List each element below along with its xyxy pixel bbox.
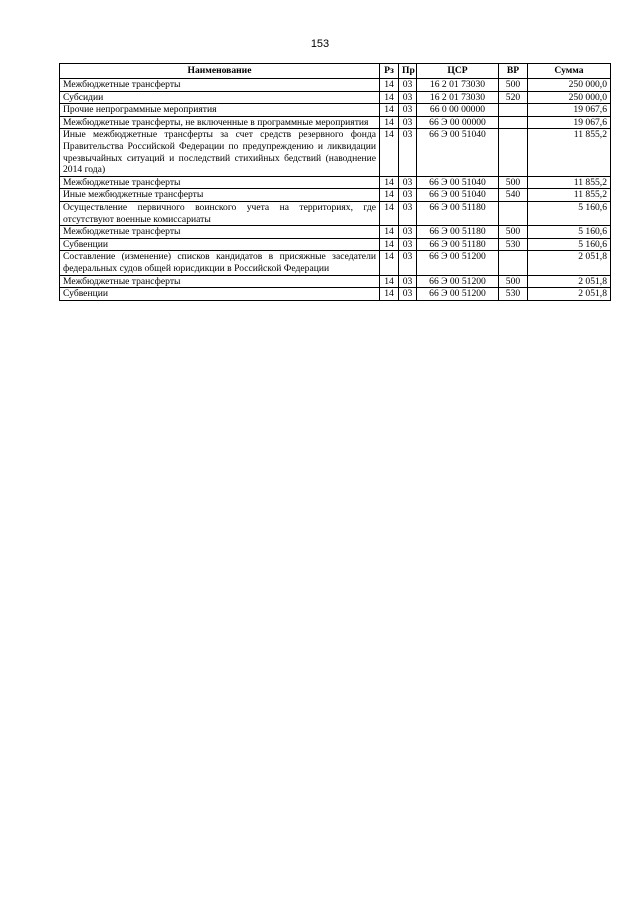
cell-csr: 66 Э 00 51040 [417, 189, 499, 202]
cell-sum: 19 067,6 [528, 116, 611, 129]
cell-name: Иные межбюджетные трансферты за счет средств резервного фонда Правительства Российской Федерации по предупреждению и ликвидации чрезвычайных ситуаций и последствий стихийных бедствий (наводнение 2014 года) [60, 129, 380, 176]
cell-rz: 14 [380, 91, 399, 104]
cell-csr: 66 Э 00 00000 [417, 116, 499, 129]
cell-vr: 530 [499, 238, 528, 251]
cell-name: Межбюджетные трансферты [60, 226, 380, 239]
table-row [60, 189, 611, 202]
table-row [60, 238, 611, 251]
cell-name: Субвенции [60, 288, 380, 301]
cell-csr: 66 Э 00 51200 [417, 288, 499, 301]
cell-rz: 14 [380, 176, 399, 189]
table-row [60, 201, 611, 225]
cell-csr: 66 Э 00 51180 [417, 238, 499, 251]
table-row [60, 129, 611, 176]
cell-rz: 14 [380, 79, 399, 92]
cell-sum: 11 855,2 [528, 129, 611, 176]
cell-pr: 03 [399, 79, 417, 92]
header-pr: Пр [399, 64, 417, 79]
cell-pr: 03 [399, 91, 417, 104]
table-row [60, 104, 611, 117]
cell-vr: 500 [499, 226, 528, 239]
cell-sum: 250 000,0 [528, 79, 611, 92]
cell-name: Составление (изменение) списков кандидатов в присяжные заседатели федеральных судов общей юрисдикции в Российской Федерации [60, 251, 380, 275]
cell-sum: 250 000,0 [528, 91, 611, 104]
cell-pr: 03 [399, 176, 417, 189]
table-row [60, 79, 611, 92]
cell-pr: 03 [399, 129, 417, 176]
cell-pr: 03 [399, 238, 417, 251]
table-row [60, 275, 611, 288]
cell-csr: 66 Э 00 51180 [417, 201, 499, 225]
cell-sum: 5 160,6 [528, 238, 611, 251]
table-row [60, 91, 611, 104]
cell-sum: 11 855,2 [528, 176, 611, 189]
table-header-row [60, 64, 611, 79]
cell-name: Осуществление первичного воинского учета на территориях, где отсутствуют военные комиссариаты [60, 201, 380, 225]
cell-rz: 14 [380, 251, 399, 275]
cell-pr: 03 [399, 116, 417, 129]
page-number: 153 [310, 38, 330, 50]
budget-table [59, 63, 611, 301]
header-name: Наименование [60, 64, 380, 79]
cell-rz: 14 [380, 189, 399, 202]
cell-sum: 19 067,6 [528, 104, 611, 117]
cell-name: Межбюджетные трансферты [60, 79, 380, 92]
cell-vr [499, 104, 528, 117]
cell-sum: 2 051,8 [528, 275, 611, 288]
cell-sum: 2 051,8 [528, 251, 611, 275]
cell-name: Субсидии [60, 91, 380, 104]
cell-rz: 14 [380, 238, 399, 251]
cell-sum: 2 051,8 [528, 288, 611, 301]
cell-pr: 03 [399, 275, 417, 288]
cell-csr: 66 Э 00 51200 [417, 275, 499, 288]
cell-vr: 500 [499, 79, 528, 92]
cell-csr: 66 Э 00 51180 [417, 226, 499, 239]
cell-rz: 14 [380, 129, 399, 176]
cell-name: Прочие непрограммные мероприятия [60, 104, 380, 117]
cell-rz: 14 [380, 226, 399, 239]
cell-vr [499, 251, 528, 275]
cell-vr: 540 [499, 189, 528, 202]
table-row [60, 116, 611, 129]
cell-vr [499, 201, 528, 225]
cell-csr: 66 Э 00 51040 [417, 129, 499, 176]
cell-name: Межбюджетные трансферты [60, 176, 380, 189]
header-csr: ЦСР [417, 64, 499, 79]
cell-pr: 03 [399, 104, 417, 117]
cell-rz: 14 [380, 275, 399, 288]
cell-pr: 03 [399, 251, 417, 275]
cell-pr: 03 [399, 288, 417, 301]
header-vr: ВР [499, 64, 528, 79]
header-sum: Сумма [528, 64, 611, 79]
table-body [60, 79, 611, 301]
cell-name: Межбюджетные трансферты [60, 275, 380, 288]
cell-vr: 500 [499, 275, 528, 288]
table-row [60, 288, 611, 301]
cell-name: Субвенции [60, 238, 380, 251]
cell-sum: 5 160,6 [528, 201, 611, 225]
cell-pr: 03 [399, 201, 417, 225]
cell-csr: 16 2 01 73030 [417, 79, 499, 92]
header-rz: Рз [380, 64, 399, 79]
cell-csr: 66 Э 00 51200 [417, 251, 499, 275]
cell-vr [499, 129, 528, 176]
cell-rz: 14 [380, 288, 399, 301]
cell-pr: 03 [399, 189, 417, 202]
cell-vr: 520 [499, 91, 528, 104]
cell-vr [499, 116, 528, 129]
cell-rz: 14 [380, 104, 399, 117]
cell-vr: 500 [499, 176, 528, 189]
table-row [60, 251, 611, 275]
cell-rz: 14 [380, 201, 399, 225]
cell-csr: 66 0 00 00000 [417, 104, 499, 117]
cell-sum: 5 160,6 [528, 226, 611, 239]
cell-pr: 03 [399, 226, 417, 239]
cell-vr: 530 [499, 288, 528, 301]
cell-csr: 16 2 01 73030 [417, 91, 499, 104]
cell-csr: 66 Э 00 51040 [417, 176, 499, 189]
table-row [60, 176, 611, 189]
table-row [60, 226, 611, 239]
cell-name: Межбюджетные трансферты, не включенные в программные мероприятия [60, 116, 380, 129]
cell-rz: 14 [380, 116, 399, 129]
cell-sum: 11 855,2 [528, 189, 611, 202]
cell-name: Иные межбюджетные трансферты [60, 189, 380, 202]
